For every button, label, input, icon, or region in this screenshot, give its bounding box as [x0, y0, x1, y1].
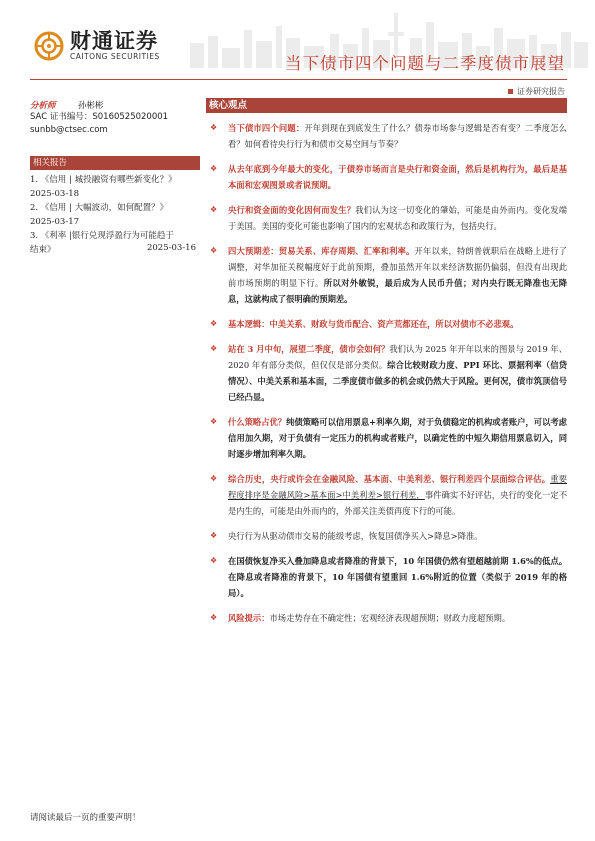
diamond-bullet-icon: ❖ [210, 205, 218, 214]
bullet-bold-text: 纯债策略可以信用票息+利率久期，对于负债稳定的机构或者账户，可以考虑信用加久期，对于负债有一定压力的机构或者账户，以确定性的中短久期信用票息切入，同时逐步增加利率久期。 [228, 417, 567, 459]
bullet-four-questions [206, 120, 567, 152]
bullet-highlight: 什么策略占优？ [228, 417, 287, 427]
related-report-1[interactable]: 1. 《信用 | 城投融资有哪些新变化？》 [30, 175, 177, 185]
related-reports-list [30, 173, 200, 255]
related-report-2[interactable]: 2. 《信用 | 大幅波动，如何配置？》 [30, 203, 169, 213]
related-reports-heading: 相关报告 [30, 156, 200, 170]
bullet-highlight: 四大预期差：贸易关系、库存周期、汇率和利率。 [228, 246, 415, 256]
bullet-highlight: 风险提示： [228, 613, 270, 623]
logo-cn-text: 财通证券 [70, 29, 158, 53]
diamond-bullet-icon: ❖ [210, 556, 218, 565]
diamond-bullet-icon: ❖ [210, 123, 218, 132]
diamond-bullet-icon: ❖ [210, 474, 218, 483]
diamond-bullet-icon: ❖ [210, 613, 218, 622]
bullet-text: 我们认为 2025 年开年以来的图景与 2019 年、2020 年有部分类似，但仅仅是部分类似。 [228, 344, 568, 370]
related-report-3-line2 [30, 243, 200, 255]
disclaimer-footer: 请阅读最后一页的重要声明！ [30, 813, 141, 823]
bullet-text: 央行行为从驱动债市交易的能级考虑，恢复国债净买入>降息>降准。 [228, 531, 483, 541]
analyst-email[interactable]: sunbb@ctsec.com [30, 125, 108, 135]
report-type-label: 证券研究报告 [517, 87, 565, 96]
analyst-row [30, 98, 200, 111]
related-report-2-date: 2025-03-17 [30, 217, 80, 227]
bullet-central-bank-actions [206, 528, 567, 544]
bullet-history [206, 471, 567, 519]
report-type [508, 86, 565, 97]
diamond-bullet-icon: ❖ [210, 164, 218, 173]
left-sidebar [30, 98, 200, 255]
bullet-text: 我们认为这一切变化的肇始，可能是由外而内。变化发端于美国。美国的变化可能也影响了国内的宏观状态和政策行为，包括央行。 [228, 205, 567, 231]
caitong-logo-icon [34, 31, 64, 61]
bullet-underlined-text: 重要程度排序是金融风险>基本面>中美利差>银行利差， [228, 474, 567, 500]
bullet-four-expectation-gaps [206, 243, 567, 307]
bullet-highlight: 站在 3 月中旬，展望二季度，债市会如何？ [228, 344, 390, 354]
bullet-text: 事件确实不好评估，央行的变化一定不是内生的，可能是由外而内的，外部关注美债再度下行的可能。 [228, 490, 567, 516]
analyst-label: 分析师 [30, 100, 56, 111]
bullet-highlight: 当下债市四个问题： [228, 123, 305, 133]
diamond-bullet-icon: ❖ [210, 246, 218, 255]
bullet-highlight: 从去年底到今年最大的变化，于债券市场而言是央行和资金面，然后是机构行为，最后是基本面和宏观图景或者说预期。 [228, 164, 567, 190]
sac-number: SAC 证书编号：S0160525020001 [30, 112, 169, 122]
square-bullet-icon [508, 89, 513, 94]
bullet-basic-logic [206, 316, 567, 332]
bullet-highlight: 综合历史，央行或许会在金融风险、基本面、中美利差、银行利差四个层面综合评估。 [228, 474, 551, 484]
related-report-3[interactable]: 3. 《利率 |银行兑现浮盈行为可能趋于 [30, 231, 174, 241]
related-report-3-date: 2025-03-16 [146, 243, 196, 253]
bullet-q2-outlook [206, 341, 567, 405]
bullet-highlight: 基本逻辑：中美关系、财政与货币配合、资产荒都还在，所以对债市不必悲观。 [228, 319, 519, 329]
diamond-bullet-icon: ❖ [210, 531, 218, 540]
core-views-heading: 核心观点 [206, 98, 567, 113]
related-report-3-cont[interactable]: 结束》 [30, 245, 56, 255]
bullet-text: 开年到现在到底发生了什么？债券市场参与逻辑是否有变？二季度怎么看？如何看待央行行为和债市交易空间与节奏？ [228, 123, 567, 149]
logo [34, 30, 160, 61]
header-divider [30, 79, 567, 80]
bullet-bold-text: 在国债恢复净买入叠加降息或者降准的背景下，10 年国债仍然有望超越前期 1.6%的低点。在降息或者降准的背景下，10 年国债有望重回 1.6%附近的位置（类似于 2019 年的格局）。 [228, 556, 567, 598]
bullet-text: 市场走势存在不确定性；宏观经济表现超预期；财政力度超预期。 [269, 613, 511, 623]
bullet-10y-yield [206, 553, 567, 601]
bullet-highlight: 央行和资金面的变化因何而发生？ [228, 205, 356, 215]
diamond-bullet-icon: ❖ [210, 344, 218, 353]
bullet-risk [206, 610, 567, 626]
bullet-biggest-change [206, 161, 567, 193]
bullet-central-bank-change [206, 202, 567, 234]
bullet-bold-text: 综合比较财政力度、PPI 环比、票据利率（信贷情况）、中美关系和基本面，二季度债市做多的机会或仍然大于风险。更何况，债市筑顶信号已经凸显。 [228, 360, 567, 402]
analyst-name: 孙彬彬 [78, 100, 104, 111]
bullet-text: 开年以来，特朗普就职后在战略上进行了调整，对华加征关税幅度好于此前预期，叠加虽然开年以来经济数据仍偏弱，但没有出现此前市场预期的明显下行。 [228, 246, 567, 288]
diamond-bullet-icon: ❖ [210, 319, 218, 328]
related-report-1-date: 2025-03-18 [30, 189, 80, 199]
diamond-bullet-icon: ❖ [210, 417, 218, 426]
report-title: 当下债市四个问题与二季度债市展望 [285, 54, 565, 73]
logo-en-text: CAITONG SECURITIES [70, 52, 160, 61]
bullet-strategy [206, 414, 567, 462]
core-views-list [206, 120, 567, 635]
bullet-bold-text: 所以对外敏锐，最后成为人民币升值；对内央行既无降准也无降息，这就构成了很明确的预期差。 [228, 278, 567, 304]
